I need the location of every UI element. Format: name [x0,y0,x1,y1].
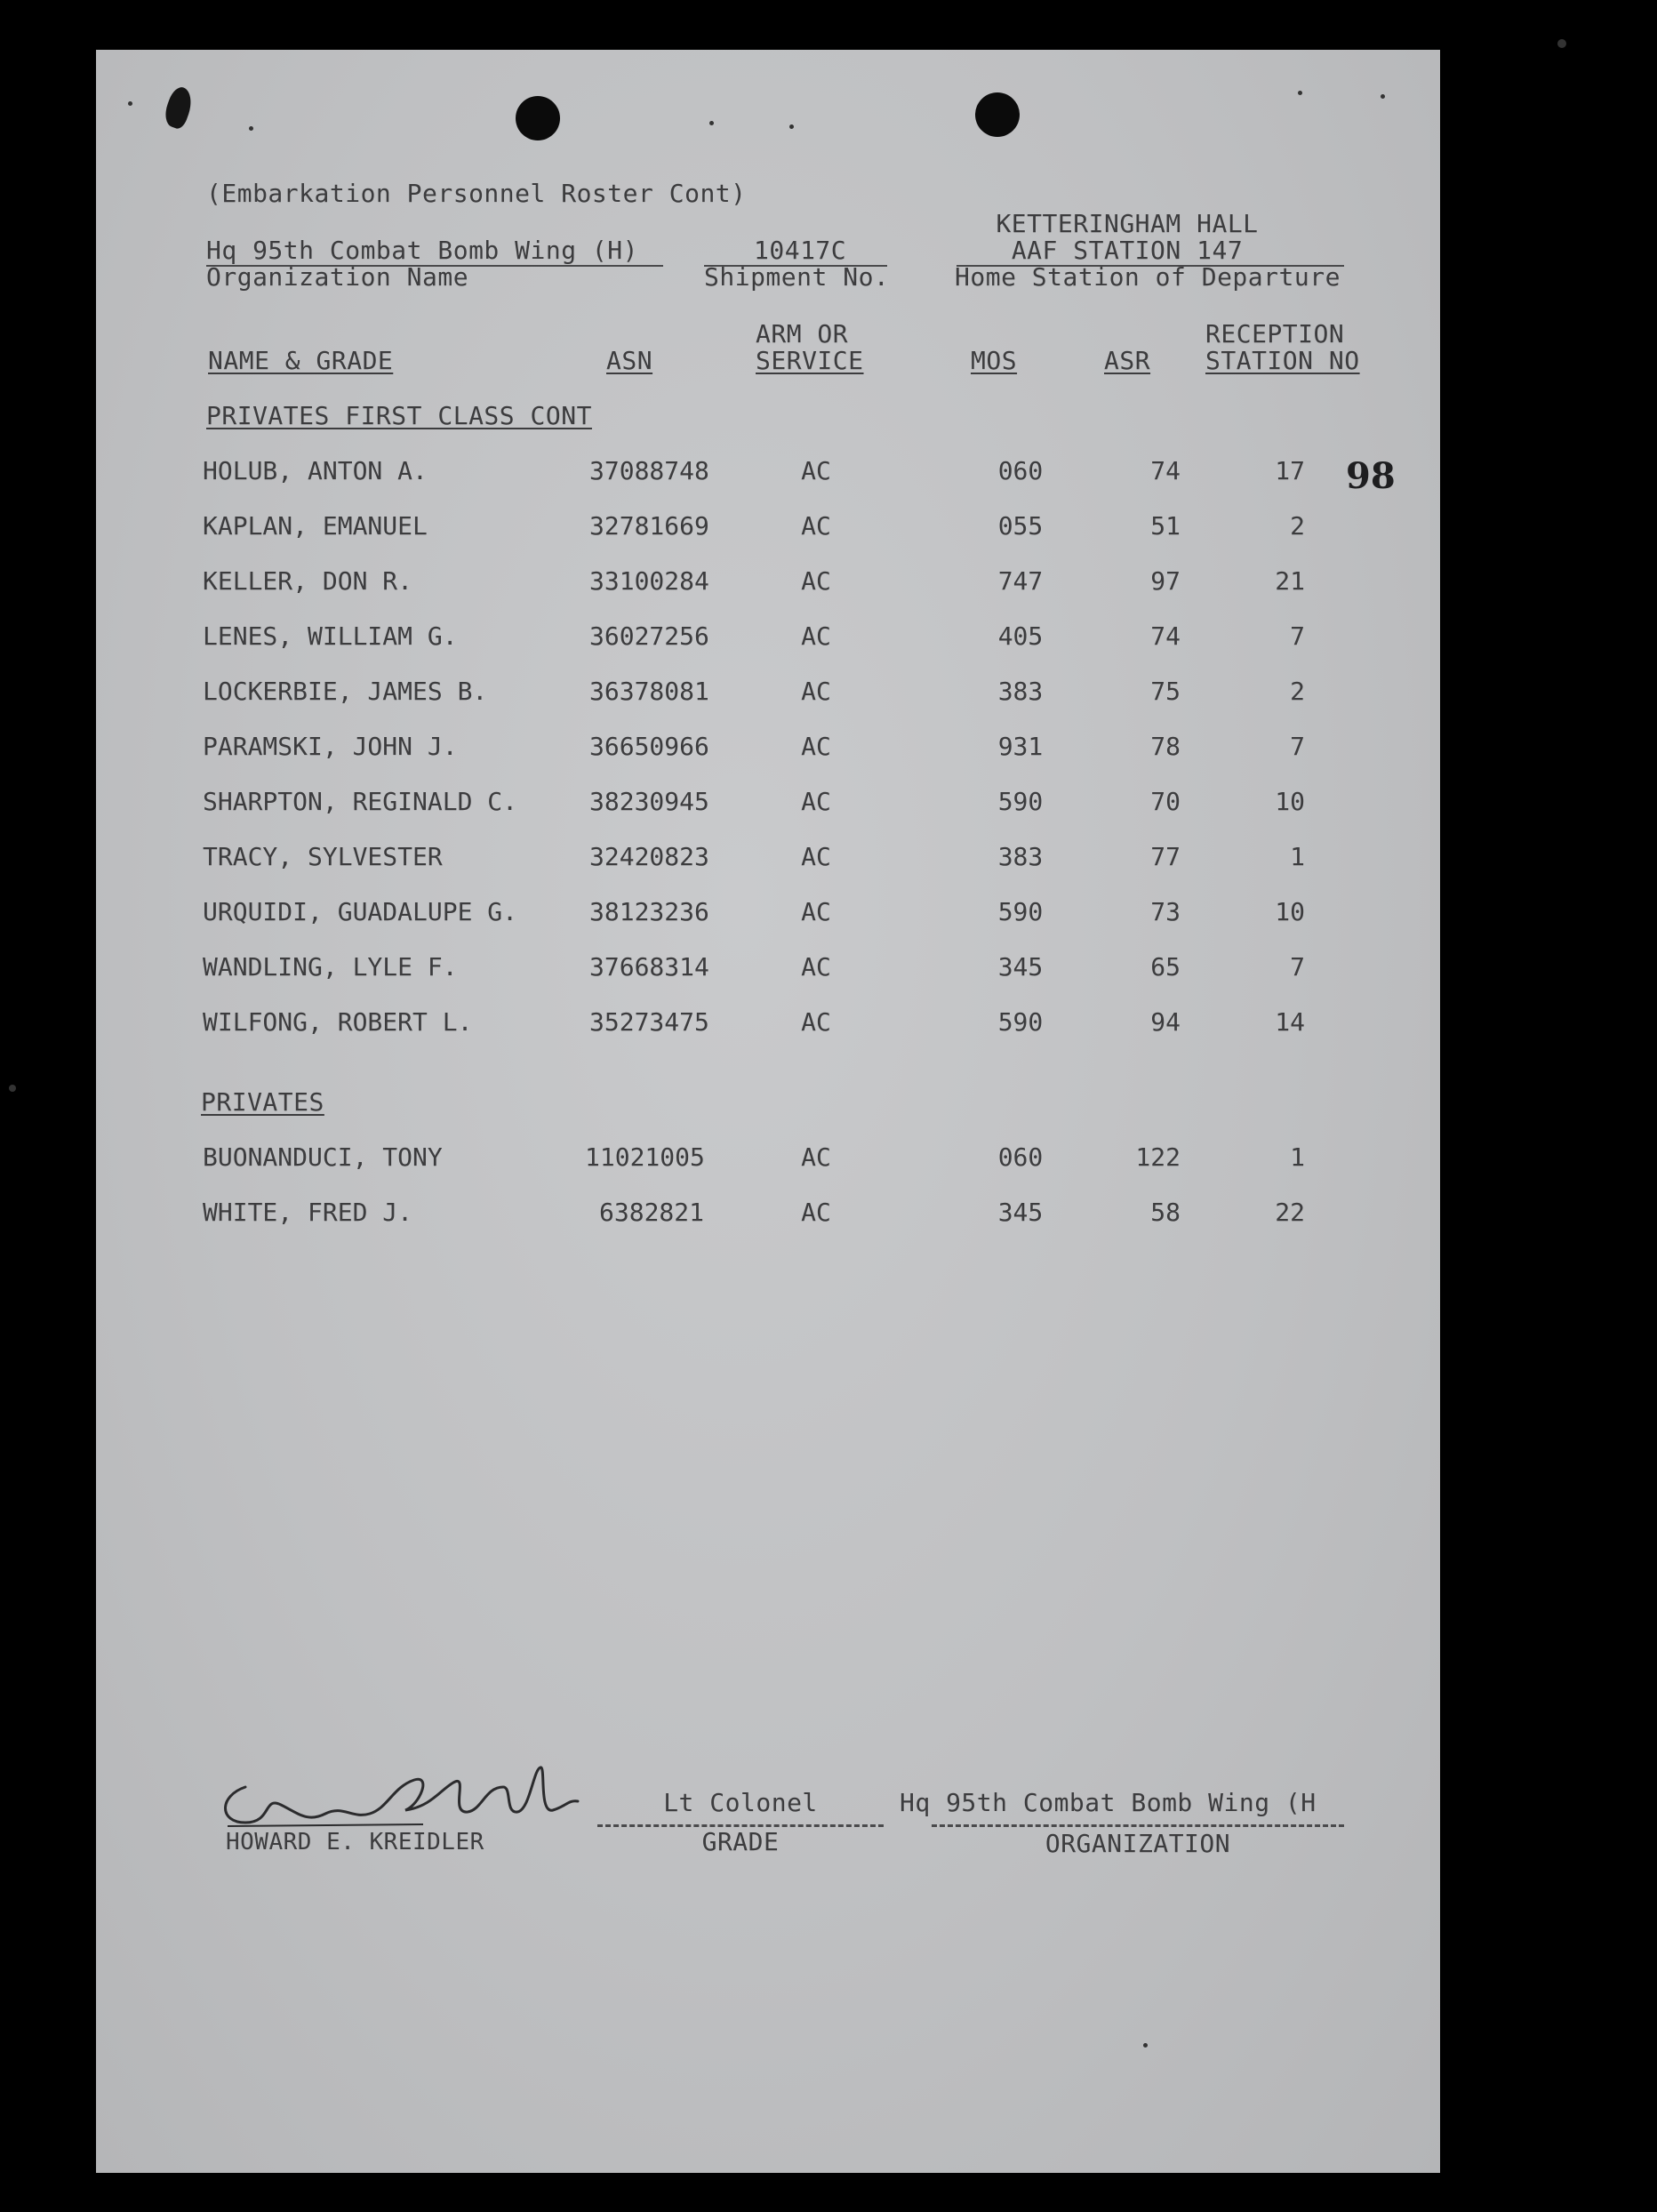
cell-mos: 931 [997,732,1044,761]
punch-hole-left [516,96,560,140]
cell-mos: 747 [997,566,1044,596]
organization-value: Hq 95th Combat Bomb Wing (H) [206,236,639,265]
cell-asn: 36027256 [589,621,709,651]
cell-asn: 37088748 [589,456,709,485]
cell-arm: AC [801,1142,831,1172]
cell-asn: 6382821 [599,1198,705,1227]
table-row [96,898,1440,934]
punch-hole-right [975,92,1020,137]
cell-asn: 11021005 [585,1142,705,1172]
cell-name: URQUIDI, GUADALUPE G. [203,897,518,926]
cell-reception: 10 [1275,787,1305,816]
cell-asr: 97 [1150,566,1181,596]
cell-asr: 75 [1150,677,1181,706]
cell-reception: 7 [1290,732,1305,761]
cell-mos: 590 [997,897,1044,926]
cell-mos: 055 [997,511,1044,541]
cell-reception: 2 [1290,511,1305,541]
speck [128,101,132,106]
cell-asn: 36650966 [589,732,709,761]
cell-asr: 74 [1150,621,1181,651]
page-number-stamp: 98 [1346,455,1396,497]
table-row [96,953,1440,989]
cell-name: WANDLING, LYLE F. [203,952,458,982]
col-reception-line1: RECEPTION [1205,319,1345,349]
col-name: NAME & GRADE [208,346,394,375]
table-row [96,677,1440,713]
cell-reception: 2 [1290,677,1305,706]
cell-arm: AC [801,842,831,871]
cell-asr: 51 [1150,511,1181,541]
cell-name: SHARPTON, REGINALD C. [203,787,518,816]
cell-reception: 1 [1290,842,1305,871]
org-rule [932,1824,1344,1827]
col-asn: ASN [606,346,653,375]
cell-arm: AC [801,897,831,926]
cell-asn: 37668314 [589,952,709,982]
speck [709,121,714,125]
cell-arm: AC [801,952,831,982]
col-arm-line1: ARM OR [756,319,849,349]
station-line-1: KETTERINGHAM HALL [996,209,1259,238]
cell-arm: AC [801,787,831,816]
cell-name: LOCKERBIE, JAMES B. [203,677,488,706]
cell-mos: 383 [997,677,1044,706]
cell-asn: 32781669 [589,511,709,541]
cell-arm: AC [801,1007,831,1037]
cell-name: HOLUB, ANTON A. [203,456,428,485]
cell-arm: AC [801,566,831,596]
cell-arm: AC [801,456,831,485]
cell-mos: 383 [997,842,1044,871]
cell-name: TRACY, SYLVESTER [203,842,443,871]
cell-mos: 590 [997,787,1044,816]
cell-reception: 1 [1290,1142,1305,1172]
cell-asn: 38230945 [589,787,709,816]
speck [1143,2043,1148,2048]
cell-reception: 17 [1275,456,1305,485]
speck [1557,39,1566,48]
cell-asr: 65 [1150,952,1181,982]
cell-arm: AC [801,621,831,651]
grade-value: Lt Colonel [663,1788,818,1817]
cell-asr: 77 [1150,842,1181,871]
cell-reception: 7 [1290,952,1305,982]
cell-asr: 70 [1150,787,1181,816]
cell-name: PARAMSKI, JOHN J. [203,732,458,761]
cell-name: WHITE, FRED J. [203,1198,413,1227]
grade-label: GRADE [701,1827,780,1856]
cell-reception: 22 [1275,1198,1305,1227]
continuation-title: (Embarkation Personnel Roster Cont) [206,179,747,208]
table-row [96,1198,1440,1234]
cell-asr: 74 [1150,456,1181,485]
table-row [96,457,1440,493]
cell-reception: 10 [1275,897,1305,926]
table-row [96,733,1440,768]
cell-mos: 345 [997,952,1044,982]
section-title: PRIVATES [201,1087,324,1117]
cell-reception: 7 [1290,621,1305,651]
speck [1298,91,1302,95]
station-label: Home Station of Departure [955,262,1341,292]
table-row [96,567,1440,603]
cell-asr: 122 [1135,1142,1181,1172]
cell-name: WILFONG, ROBERT L. [203,1007,473,1037]
table-row [96,843,1440,878]
cell-asr: 58 [1150,1198,1181,1227]
signature-name: HOWARD E. KREIDLER [226,1829,484,1855]
roster-page [96,50,1440,2173]
cell-name: BUONANDUCI, TONY [203,1142,443,1172]
table-row [96,622,1440,658]
col-arm-line2: SERVICE [756,346,864,375]
cell-name: KAPLAN, EMANUEL [203,511,428,541]
speck [9,1085,16,1092]
cell-reception: 14 [1275,1007,1305,1037]
cell-asn: 38123236 [589,897,709,926]
cell-mos: 590 [997,1007,1044,1037]
cell-mos: 060 [997,456,1044,485]
cell-name: KELLER, DON R. [203,566,413,596]
org-value: Hq 95th Combat Bomb Wing (H [900,1788,1317,1817]
col-mos: MOS [971,346,1018,375]
col-reception-line2: STATION NO [1205,346,1360,375]
speck [789,124,794,129]
organization-label: Organization Name [206,262,469,292]
cell-arm: AC [801,1198,831,1227]
cell-mos: 345 [997,1198,1044,1227]
speck [1381,94,1385,99]
table-row [96,1008,1440,1044]
cell-reception: 21 [1275,566,1305,596]
speck [249,126,253,131]
section-title: PRIVATES FIRST CLASS CONT [206,401,592,430]
shipment-label: Shipment No. [704,262,890,292]
cell-arm: AC [801,511,831,541]
cell-mos: 405 [997,621,1044,651]
cell-asn: 35273475 [589,1007,709,1037]
cell-asn: 36378081 [589,677,709,706]
cell-asr: 78 [1150,732,1181,761]
cell-name: LENES, WILLIAM G. [203,621,458,651]
ink-blot [161,84,196,131]
station-line-2: AAF STATION 147 [1011,236,1244,265]
table-row [96,1143,1440,1179]
shipment-value: 10417C [754,236,847,265]
cell-arm: AC [801,677,831,706]
table-row [96,512,1440,548]
org-label: ORGANIZATION [1045,1829,1231,1858]
cell-asn: 33100284 [589,566,709,596]
cell-mos: 060 [997,1142,1044,1172]
table-row [96,788,1440,823]
cell-asr: 73 [1150,897,1181,926]
col-asr: ASR [1104,346,1151,375]
cell-asr: 94 [1150,1007,1181,1037]
cell-arm: AC [801,732,831,761]
cell-asn: 32420823 [589,842,709,871]
